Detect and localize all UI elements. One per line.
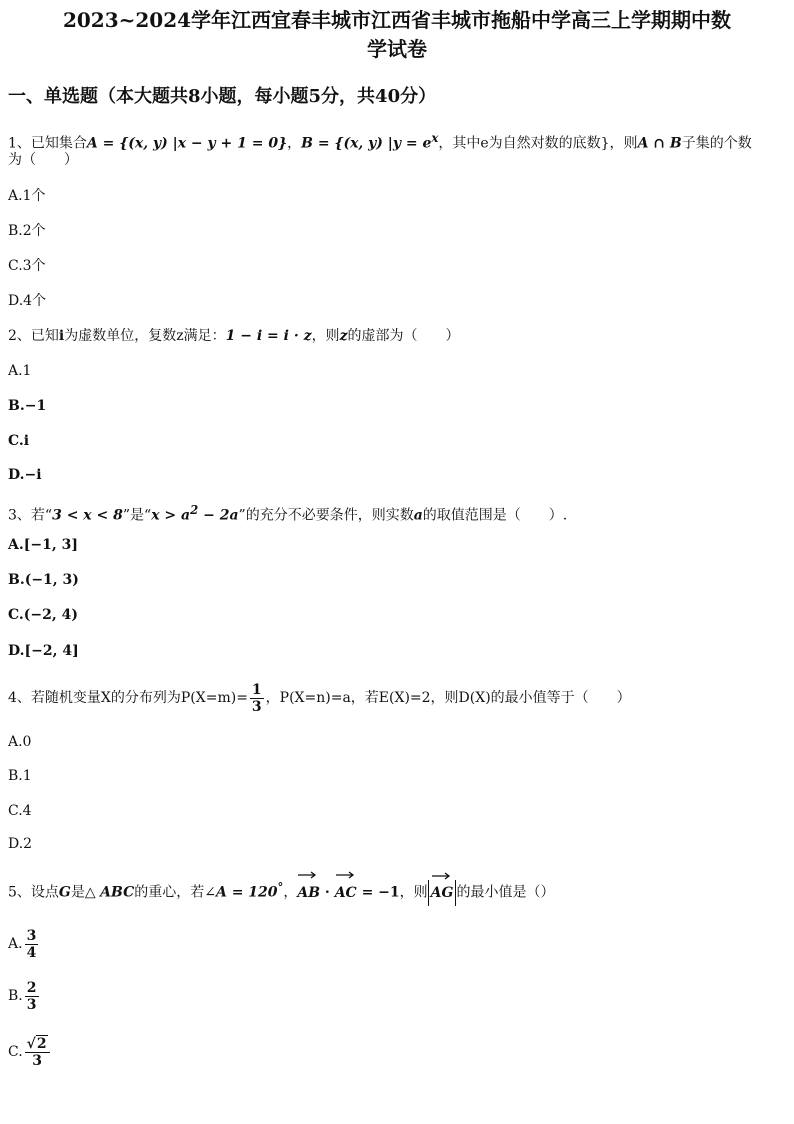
q2-text-4: 的虚部为（ ） [347,328,460,344]
title-line-2: 学试卷 [367,37,427,61]
q2-text-2: 为虚数单位，复数z满足： [64,328,226,344]
q3-option-d: D.[−2, 4] [8,643,79,659]
q5-abc: ABC [100,884,135,901]
question-4 [8,680,631,716]
q3-condition-1: 3 < x < 8 [52,507,123,524]
q3-option-c: C.(−2, 4) [8,607,78,623]
q5-text-1: 5、设点 [8,884,59,901]
q2-equation: 1 − i = i · z [225,328,312,344]
q5-option-b-label: B. [8,988,23,1004]
q5-vector-ac [335,879,357,907]
q1-option-d: D.4个 [8,293,47,309]
q4-text-1: 4、若随机变量X的分布列为P(X=m)= [8,690,248,706]
question-1-line-1 [8,128,752,154]
q1-set-a: A = {(x, y) |x − y + 1 = 0} [86,135,288,152]
q3-a: a [413,507,423,524]
q5-equation: = −1 [356,884,400,901]
q4-fraction [250,682,264,715]
q5-option-c-radicand: 2 [36,1035,47,1052]
q5-vector-ab [297,879,320,907]
q4-option-d: D.2 [8,836,33,852]
q3-text-2: ”是“ [122,507,152,524]
question-3 [8,500,567,526]
q5-ab-label: AB [297,884,321,901]
question-1-line-2: 为（ ） [8,152,78,168]
q5-ag-label: AG [430,884,454,901]
sqrt-icon: √2 [26,1035,47,1052]
q5-angle: A = 120 [215,884,278,901]
vector-arrow-icon [335,871,355,879]
title-line-1: 2023~2024学年江西宜春丰城市江西省丰城市拖船中学高三上学期期中数 [62,8,732,32]
q3-condition-2-tail: − 2a [198,507,239,524]
q4-text-2: ，P(X=n)=a，若E(X)=2，则D(X)的最小值等于（ ） [265,690,631,706]
section-heading: 一、单选题（本大题共8小题，每小题5分，共40分） [8,86,437,107]
q2-i: i [58,328,65,344]
q4-fraction-numerator: 1 [251,681,262,698]
vector-arrow-icon [431,872,451,880]
q5-option-a-label: A. [8,936,23,952]
question-2 [8,326,460,346]
q3-option-b: B.(−1, 3) [8,572,79,588]
q3-condition-2: x > a [151,507,191,524]
q2-option-b: B.−1 [8,398,47,414]
question-5 [8,873,554,907]
q2-z: z [339,328,348,344]
q5-option-c-numerator [25,1036,50,1052]
q5-text-5: ，则 [399,884,428,901]
q2-option-c: C.i [8,433,30,449]
q5-option-b [8,976,41,1016]
q1-set-b-exponent: x [431,131,439,145]
q5-text-3: 的重心，若∠ [134,884,216,901]
q5-text-6: 的最小值是（） [456,884,555,901]
q5-option-b-fraction [25,980,39,1013]
q2-option-d: D.−i [8,467,42,483]
q5-text-2: 是△ [70,884,101,901]
vector-arrow-icon [297,871,317,879]
q5-dot: · [320,884,335,901]
q5-option-c-label: C. [8,1044,23,1060]
q5-option-c-fraction [25,1036,50,1069]
exam-title [10,6,784,64]
q3-text-1: 3、若“ [8,507,53,524]
q3-text-4: 的取值范围是（ ）. [422,507,568,524]
q5-option-a-numerator: 3 [26,927,37,944]
q4-fraction-denominator: 3 [251,698,262,715]
q5-option-b-numerator: 2 [26,979,37,996]
q5-g: G [58,884,71,901]
q5-option-a-denominator: 4 [26,944,37,961]
q5-option-a [8,924,40,964]
q1-prefix: 1、已知集合 [8,135,87,152]
q5-vector-ag [431,880,454,906]
q5-option-c [8,1032,52,1072]
q1-option-a: A.1个 [8,188,46,204]
q3-exponent: 2 [190,503,199,517]
q4-option-b: B.1 [8,768,32,784]
q1-option-c: C.3个 [8,258,46,274]
q4-option-c: C.4 [8,803,32,819]
q5-option-c-denominator: 3 [25,1052,50,1069]
q5-text-4: ， [283,884,298,901]
q5-degree: ° [277,880,284,894]
q1-intersection: A ∩ B [637,135,682,152]
q3-text-3: ”的充分不必要条件，则实数 [238,507,414,524]
q5-option-b-denominator: 3 [26,996,37,1013]
q1-sep: ， [287,135,302,152]
q1-tail-2: 子集的个数 [681,135,752,152]
q5-abs-ag [428,880,457,906]
q1-tail: ，其中e为自然对数的底数}，则 [438,135,638,152]
q5-option-a-fraction [25,928,39,961]
q4-option-a: A.0 [8,734,32,750]
q3-option-a: A.[−1, 3] [8,537,78,553]
q1-option-b: B.2个 [8,223,46,239]
q2-text-1: 2、已知 [8,328,59,344]
q2-option-a: A.1 [8,363,32,379]
q2-text-3: ，则 [311,328,340,344]
q5-ac-label: AC [334,884,357,901]
q1-set-b: B = {(x, y) |y = e [301,135,432,152]
